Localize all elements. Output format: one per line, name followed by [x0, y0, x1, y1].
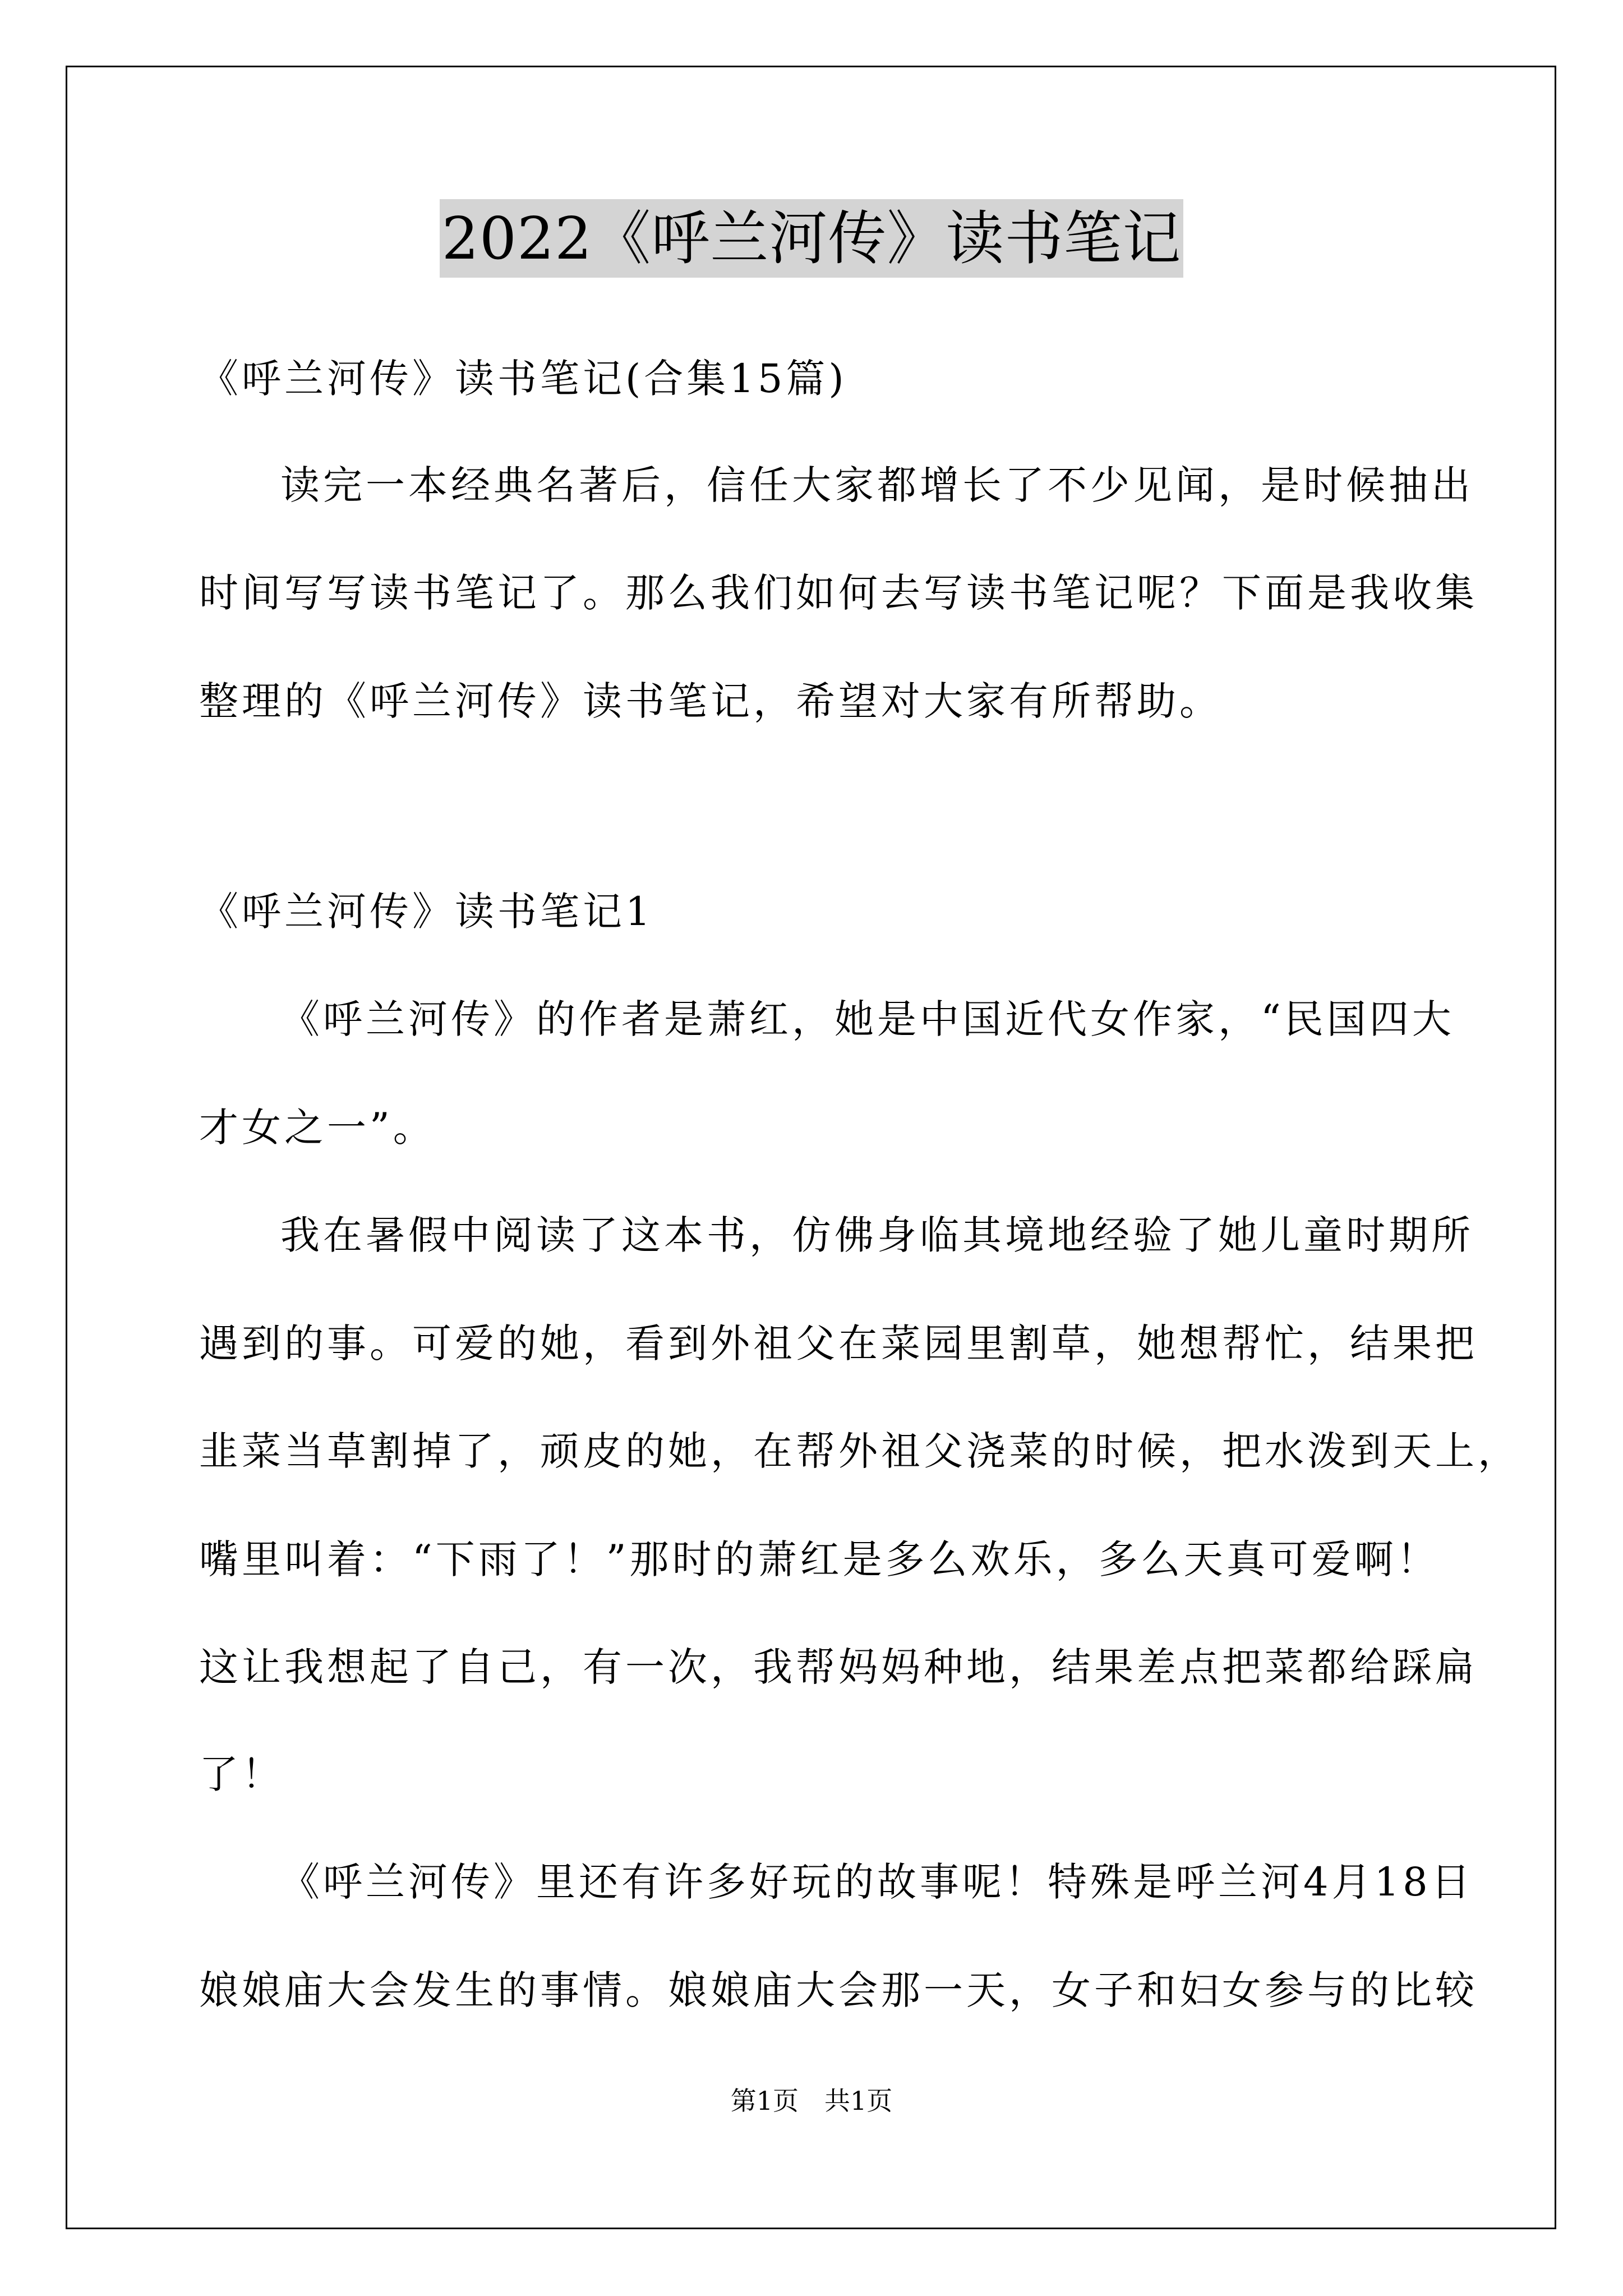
- section-heading: 《呼兰河传》读书笔记1: [199, 889, 654, 935]
- intro-line: 整理的《呼兰河传》读书笔记，希望对大家有所帮助。: [199, 678, 1222, 724]
- page-footer: 第1页 共1页: [730, 2086, 893, 2116]
- title-container: [0, 199, 1623, 278]
- intro-line: 读完一本经典名著后，信任大家都增长了不少见闻，是时候抽出: [280, 462, 1474, 508]
- body-line: 才女之一”。: [199, 1105, 436, 1151]
- intro-line: 时间写写读书笔记了。那么我们如何去写读书笔记呢？下面是我收集: [199, 570, 1478, 616]
- body-line: 嘴里叫着：“下雨了！”那时的萧红是多么欢乐，多么天真可爱啊！: [199, 1536, 1440, 1582]
- body-line: 《呼兰河传》的作者是萧红，她是中国近代女作家，“民国四大: [280, 996, 1455, 1042]
- body-line: 了！: [199, 1751, 284, 1797]
- body-line: 《呼兰河传》里还有许多好玩的故事呢！特殊是呼兰河4月18日: [280, 1859, 1474, 1905]
- body-line: 我在暑假中阅读了这本书，仿佛身临其境地经验了她儿童时期所: [280, 1212, 1474, 1258]
- body-line: 娘娘庙大会发生的事情。娘娘庙大会那一天，女子和妇女参与的比较: [199, 1967, 1478, 2013]
- document-subtitle: 《呼兰河传》读书笔记(合集15篇): [199, 356, 847, 402]
- body-line: 这让我想起了自己，有一次，我帮妈妈种地，结果差点把菜都给踩扁: [199, 1644, 1478, 1690]
- body-line: 韭菜当草割掉了，顽皮的她，在帮外祖父浇菜的时候，把水泼到天上，: [199, 1428, 1520, 1474]
- body-line: 遇到的事。可爱的她，看到外祖父在菜园里割草，她想帮忙，结果把: [199, 1320, 1478, 1366]
- document-title: 2022《呼兰河传》读书笔记: [440, 199, 1184, 278]
